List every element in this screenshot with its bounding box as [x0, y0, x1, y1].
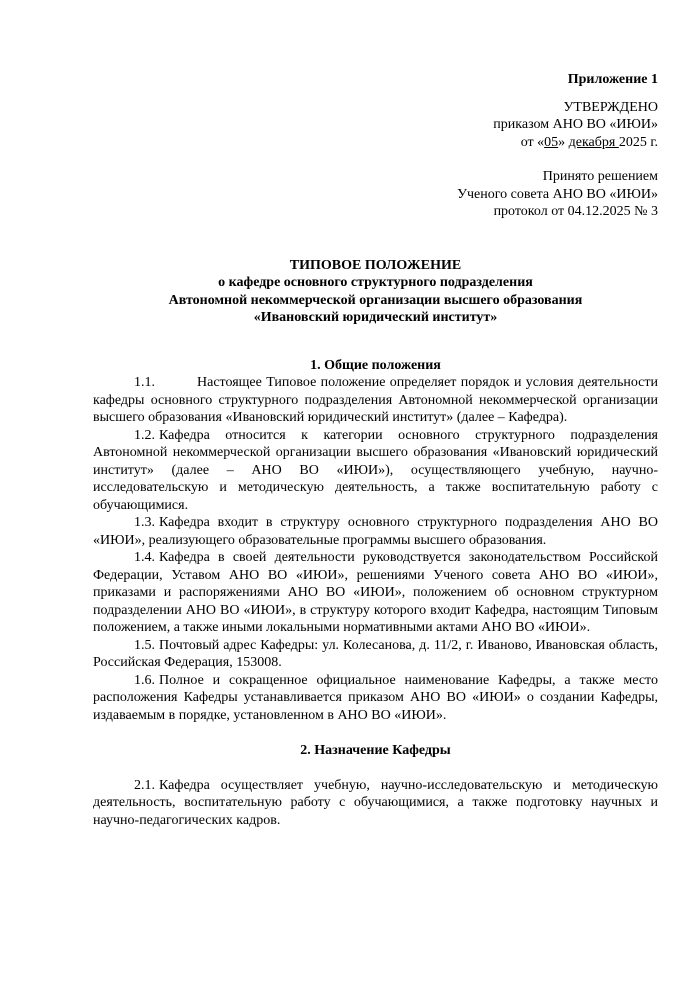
approval-date-infix: » [558, 134, 569, 150]
paragraph-number: 1.3. [134, 515, 155, 530]
paragraph-text: Кафедра относится к категории основного структурного подразделения Автономной некоммерческой организации высшего образования «Ивановский юридический институт» (далее – АНО ВО «ИЮИ»), осуществляющего учебную, научно-исследовательскую и методическую деятельность, а также воспитательную работу с обучающимися. [93, 427, 658, 513]
paragraph-1-2 [93, 427, 658, 515]
paragraph-1-1 [93, 374, 658, 427]
document-title [93, 257, 658, 327]
paragraph-text: Кафедра в своей деятельности руководствуется законодательством Российской Федерации, Уставом АНО ВО «ИЮИ», решениями Ученого совета АНО ВО «ИЮИ», приказами и распоряжениями АНО ВО «ИЮИ», положением об основном структурном подразделении АНО ВО «ИЮИ», в структуру которого входит Кафедра, настоящим Типовым положением, а также иными локальными нормативными актами АНО ВО «ИЮИ». [93, 550, 658, 635]
document-title-line-4: «Ивановский юридический институт» [253, 310, 498, 325]
paragraph-text: Кафедра входит в структуру основного структурного подразделения АНО ВО «ИЮИ», реализующего образовательные программы высшего образования. [93, 515, 658, 548]
paragraph-number: 1.4. [134, 550, 155, 565]
paragraph-1-5 [93, 637, 658, 672]
paragraph-text: Полное и сокращенное официальное наименование Кафедры, а также место расположения Кафедры устанавливается приказом АНО ВО «ИЮИ» о создании Кафедры, издаваемым в порядке, установленном в АНО ВО «ИЮИ». [93, 672, 658, 723]
paragraph-2-1 [93, 777, 658, 830]
section-1-heading: 1. Общие положения [310, 357, 441, 373]
approval-date-prefix: от « [520, 134, 545, 150]
paragraph-number: 1.6. [134, 672, 155, 688]
paragraph-1-3 [93, 514, 658, 549]
paragraph-text: Настоящее Типовое положение определяет порядок и условия деятельности кафедры основного структурного подразделения Автономной некоммерческой организации высшего образования «Ивановский юридический институт» (далее – Кафедра). [93, 375, 658, 425]
accepted-line-3: протокол от 04.12.2025 № 3 [493, 204, 658, 219]
paragraph-number: 1.5. [134, 637, 155, 653]
paragraph-1-4 [93, 549, 658, 637]
section-2-heading: 2. Назначение Кафедры [300, 742, 451, 758]
approval-date-day: 05 [544, 134, 559, 150]
approval-date-suffix: 2025 г. [618, 134, 658, 150]
paragraph-text: Кафедра осуществляет учебную, научно-исследовательскую и методическую деятельность, воспитательную работу с обучающимися, а также подготовку научных и научно-педагогических кадров. [93, 777, 658, 828]
accepted-line-2: Ученого совета АНО ВО «ИЮИ» [457, 186, 658, 202]
appendix-label: Приложение 1 [567, 72, 658, 87]
document-title-line-1: ТИПОВОЕ ПОЛОЖЕНИЕ [289, 257, 462, 273]
paragraph-number: 1.2. [134, 427, 155, 443]
accepted-line-1: Принято решением [542, 169, 658, 184]
paragraph-text: Почтовый адрес Кафедры: ул. Колесанова, д. 11/2, г. Иваново, Ивановская область, Российская Федерация, 153008. [93, 637, 658, 670]
approved-block [93, 99, 658, 152]
approval-date-month: декабря [568, 134, 619, 150]
approved-line-1: УТВЕРЖДЕНО [563, 99, 658, 115]
paragraph-number: 2.1. [134, 777, 155, 793]
paragraph-1-6 [93, 672, 658, 725]
paragraph-number: 1.1. [134, 375, 155, 390]
accepted-block [93, 168, 658, 221]
document-title-line-2: о кафедре основного структурного подразделения [218, 275, 533, 290]
approval-date-line [93, 134, 658, 152]
document-title-line-3: Автономной некоммерческой организации высшего образования [168, 292, 583, 308]
approved-line-2: приказом АНО ВО «ИЮИ» [493, 117, 658, 132]
